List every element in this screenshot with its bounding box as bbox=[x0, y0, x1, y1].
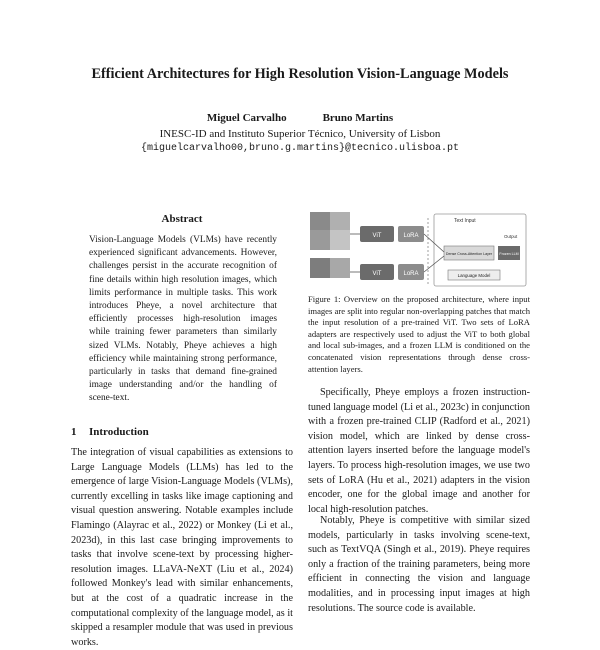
intro-paragraph-right-2: Notably, Pheye is competitive with similar sized models, particularly in tasks involving scene-text, such as TextVQA (Singh et al., 2019). Pheye requires only a fraction of the training parameters, being more efficient in connecting the vision and language modalities, and in processing input images at high resolutions. The source code is available. bbox=[308, 515, 530, 614]
lora-label-bottom: LoRA bbox=[403, 271, 419, 277]
section-number: 1 bbox=[71, 426, 77, 438]
local-patch-thumb bbox=[330, 230, 350, 250]
language-model-label: Language Model bbox=[457, 273, 491, 278]
abstract-heading: Abstract bbox=[161, 213, 203, 225]
author-name: Miguel Carvalho bbox=[206, 112, 287, 124]
author-list bbox=[0, 112, 600, 124]
section-title: Introduction bbox=[89, 426, 149, 438]
figure-caption: Figure 1: Overview on the proposed architecture, where input images are split into regular non-overlapping patches that match the input resolution of a pre-trained ViT. Two sets of LoRA adapters are respectively used to adjust the ViT to both global and local sub-images, and a frozen LLM is conditioned on the concatenated vision representations through dense cross-attention layers. bbox=[308, 294, 530, 374]
local-patch-thumb bbox=[330, 212, 350, 230]
architecture-figure bbox=[308, 208, 530, 290]
affiliation: INESC-ID and Instituto Superior Técnico, University of Lisbon bbox=[159, 128, 441, 140]
intro-paragraph-right-1: Specifically, Pheye employs a frozen instruction-tuned language model (Li et al., 2023c) in conjunction with a frozen pre-trained CLIP (Radford et al., 2021) vision model, which are linked by dense cross-attention layers inserted before the language model's layers. To process high-resolution images, we use two sets of LoRA (Hu et al., 2021) adapters in the vision encoder, one for the global image and another for local high-resolution patches. bbox=[308, 387, 530, 515]
section-heading bbox=[71, 426, 149, 438]
text-input-label: Text Input bbox=[454, 218, 476, 224]
paper-title: Efficient Architectures for High Resolution Vision-Language Models bbox=[91, 66, 509, 82]
paragraph: The integration of visual capabilities as extensions to Large Language Models (LLMs) has led to the emergence of large Vision-Language Models (VLMs), currently excelling in tasks like image captioning and visual question answering. Notable examples include Flamingo (Alayrac et al., 2022) or Monkey (Li et al., 2023d), in this last case bringing improvements to tasks that involve scene-text by processing higher-resolution images. LLaVA-NeXT (Liu et al., 2024) followed Monkey's lead with similar enhancements, but at the cost of a quadratic increase in the computational complexity of the language model, as it skipped a resampler module that was used in previous works. bbox=[71, 447, 293, 648]
local-patch-thumb bbox=[330, 258, 350, 278]
global-image-thumb bbox=[310, 212, 330, 230]
local-patch-thumb bbox=[310, 258, 330, 278]
architecture-diagram bbox=[308, 208, 530, 290]
abstract-text: Vision-Language Models (VLMs) have recently experienced significant advancements. However, challenges persist in the accurate recognition of fine details within high resolution images, which limits performance in multiple tasks. This work introduces Pheye, a novel architecture that efficiently processes high-resolution images while training fewer parameters than similarly sized VLMs. Notably, Pheye achieves a high efficiency while maintaining strong performance, particularly in tasks that demand fine-grained image understanding and/or the handling of scene-text. bbox=[89, 235, 277, 404]
vit-label-top: ViT bbox=[372, 233, 382, 239]
vit-label-bottom: ViT bbox=[372, 271, 382, 277]
cross-attn-label: Dense Cross-Attention Layer bbox=[445, 252, 493, 256]
output-label: Output bbox=[504, 234, 518, 239]
author-name: Bruno Martins bbox=[322, 112, 394, 124]
lora-label-top: LoRA bbox=[403, 233, 419, 239]
frozen-llm-label: Frozen LLM bbox=[499, 252, 519, 256]
intro-paragraph-left bbox=[71, 446, 293, 650]
local-patch-thumb bbox=[310, 230, 330, 250]
author-emails: {miguelcarvalho00,bruno.g.martins}@tecnico.ulisboa.pt bbox=[140, 143, 460, 154]
